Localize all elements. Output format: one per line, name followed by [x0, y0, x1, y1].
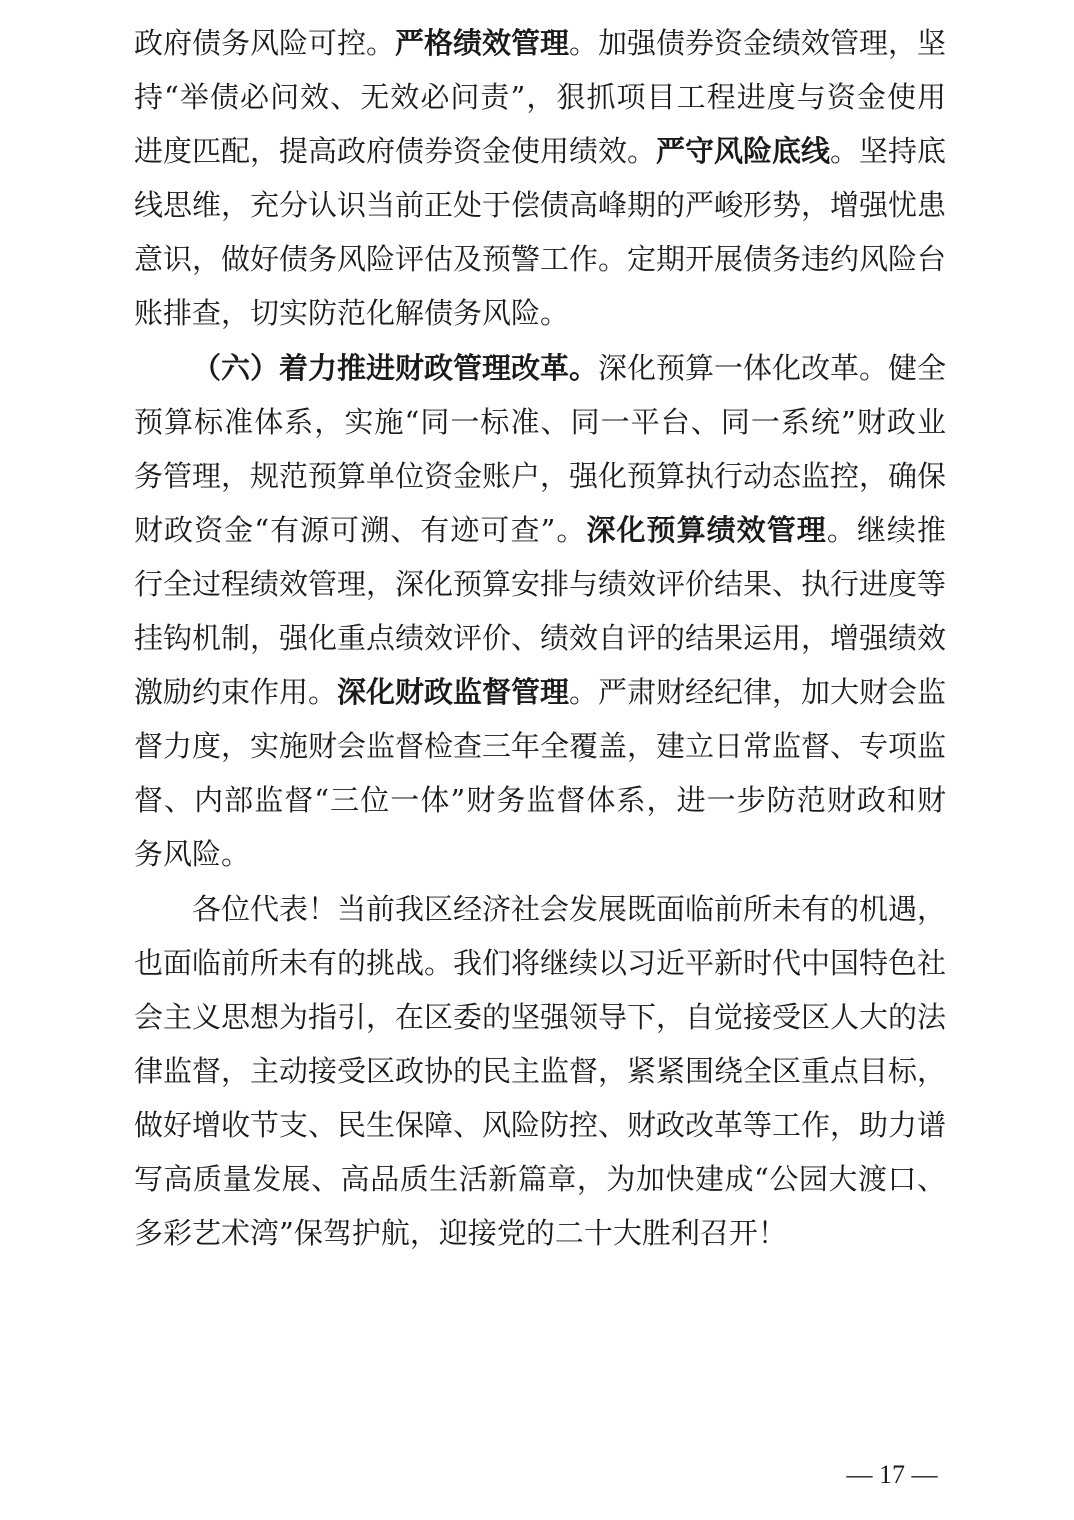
body-text: 意识，做好债务风险评估及预警工作。定期开展债务违约风险台 — [134, 242, 947, 277]
body-text: 。继续推 — [826, 512, 946, 547]
text-line — [134, 1098, 946, 1152]
text-line — [134, 178, 946, 232]
body-text: 务风险。 — [134, 837, 251, 872]
text-line — [134, 665, 946, 719]
body-text: 多彩艺术湾”保驾护航，迎接党的二十大胜利召开！ — [134, 1216, 787, 1251]
bold-heading-text: （六）着力推进财政管理改革。 — [192, 350, 599, 385]
text-line — [134, 773, 946, 827]
text-line — [134, 341, 946, 395]
text-line — [134, 395, 946, 449]
text-line — [134, 286, 946, 340]
body-text: 。健全 — [859, 350, 947, 385]
text-line — [134, 503, 946, 557]
text-line — [134, 990, 946, 1044]
bold-heading-text: 深化财政监督管理 — [337, 675, 570, 710]
body-text: 。加强债券资金绩效管理，坚 — [569, 26, 947, 60]
bold-heading-text: 深化预算绩效管理 — [586, 512, 827, 547]
body-text: 进度匹配，提高政府债券资金使用绩效。 — [134, 134, 657, 169]
body-text: 会主义思想为指引，在区委的坚强领导下，自觉接受区人大的法 — [134, 999, 947, 1034]
text-line — [134, 936, 946, 990]
body-text: 务管理，规范预算单位资金账户，强化预算执行动态监控，确保 — [134, 458, 947, 493]
body-text: 行全过程绩效管理，深化预算安排与绩效评价结果、执行进度等 — [134, 566, 947, 601]
text-line — [134, 1044, 946, 1098]
bold-heading-text: 严守风险底线 — [656, 134, 831, 169]
body-text: 律监督，主动接受区政协的民主监督，紧紧围绕全区重点目标， — [134, 1053, 947, 1088]
text-line — [134, 232, 946, 286]
body-text: 财政资金“有源可溯、有迹可查”。 — [134, 512, 587, 547]
text-line — [134, 124, 946, 178]
body-text: 激励约束作用。 — [134, 675, 338, 710]
bold-heading-text: 严格绩效管理 — [395, 26, 570, 60]
body-text: 持“举债必问效、无效必问责”，狠抓项目工程进度与资金使用 — [134, 80, 946, 115]
body-text: 挂钩机制，强化重点绩效评价、绩效自评的结果运用，增强绩效 — [134, 621, 947, 656]
body-text: 预算标准体系，实施“同一标准、同一平台、同一系统”财政业 — [134, 404, 946, 439]
text-line — [134, 882, 946, 936]
text-line — [134, 16, 946, 70]
body-text: 写高质量发展、高品质生活新篇章，为加快建成“公园大渡口、 — [134, 1161, 946, 1196]
text-line — [134, 611, 946, 665]
body-text: 督力度，实施财会监督检查三年全覆盖，建立日常监督、专项监 — [134, 729, 947, 764]
text-line — [134, 827, 946, 881]
body-text: 政府债务风险可控。 — [134, 26, 396, 60]
body-text: 账排查，切实防范化解债务风险。 — [134, 296, 570, 331]
body-text: 线思维，充分认识当前正处于偿债高峰期的严峻形势，增强忧患 — [134, 188, 947, 223]
body-text: 也面临前所未有的挑战。我们将继续以习近平新时代中国特色社 — [134, 945, 947, 980]
body-text: 督、内部监督“三位一体”财务监督体系，进一步防范财政和财 — [134, 783, 946, 818]
page-number: — 17 — — [846, 1460, 938, 1489]
text-line — [134, 70, 946, 124]
body-text: 深化预算一体化改革 — [598, 350, 860, 385]
body-text: 各位代表！当前我区经济社会发展既面临前所未有的机遇， — [192, 891, 947, 926]
text-line — [134, 719, 946, 773]
text-line — [134, 1152, 946, 1206]
text-line — [134, 557, 946, 611]
document-body — [134, 16, 946, 1260]
body-text: 。严肃财经纪律，加大财会监 — [569, 675, 947, 710]
body-text: 。坚持底 — [830, 134, 947, 169]
body-text: 做好增收节支、民生保障、风险防控、财政改革等工作，助力谱 — [134, 1107, 947, 1142]
text-line — [134, 449, 946, 503]
text-line — [134, 1206, 946, 1260]
